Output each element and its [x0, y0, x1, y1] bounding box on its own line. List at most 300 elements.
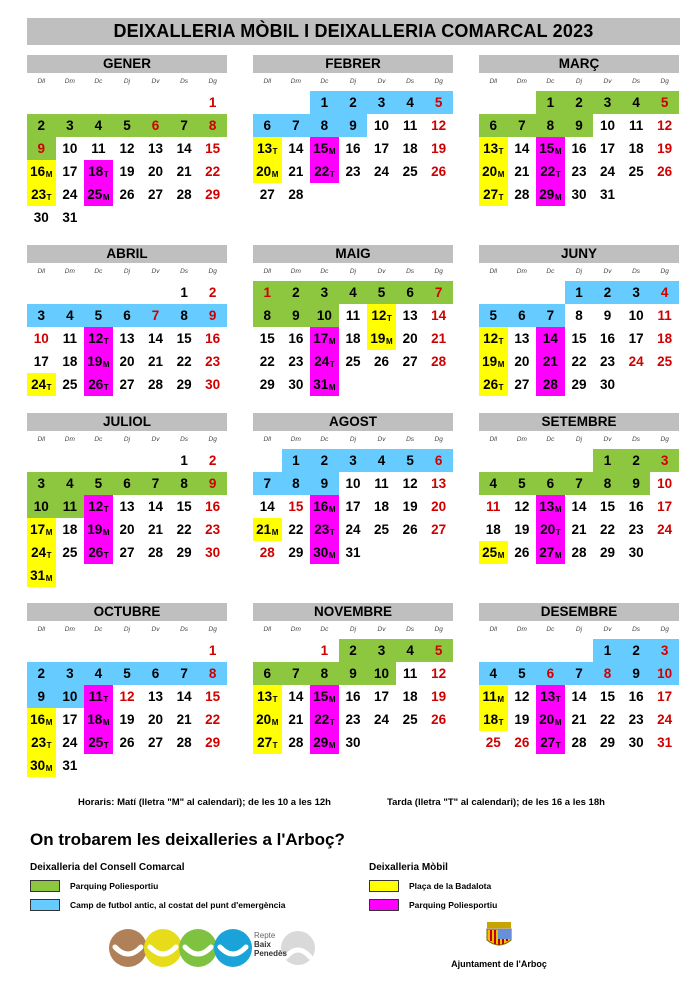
- empty-cell: [141, 91, 170, 114]
- day-cell: 9: [27, 137, 56, 160]
- day-cell: 10: [310, 304, 339, 327]
- weekday-label: Dc: [320, 78, 329, 85]
- empty-cell: [536, 449, 565, 472]
- day-cell: 3: [56, 114, 85, 137]
- day-cell: 10: [657, 476, 673, 491]
- legend-item-blue: [30, 899, 286, 911]
- weekday-label: Dc: [94, 268, 103, 275]
- day-cell: 4: [367, 449, 396, 472]
- weekday-header: [479, 621, 679, 639]
- weekday-label: Ds: [180, 436, 189, 443]
- weekday-label: Dg: [434, 626, 443, 633]
- day-cell: 26: [431, 164, 447, 179]
- day-cell: 5: [113, 114, 142, 137]
- empty-cell: [84, 639, 113, 662]
- weekday-label: Dj: [349, 268, 357, 275]
- legend-label: Parquing Poliesportiu: [409, 900, 498, 910]
- day-cell: 7: [424, 281, 453, 304]
- day-cell: 21: [431, 331, 447, 346]
- shift-tag: M: [102, 193, 110, 202]
- day-cell: 22: [600, 712, 616, 727]
- day-cell: 4: [84, 662, 113, 685]
- day-cell: 20 $_M$: [536, 708, 565, 731]
- day-cell: 2: [282, 281, 311, 304]
- shift-tag: M: [554, 551, 562, 560]
- schedule-afternoon: Tarda (lletra "T" al calendari); de les 16 a les 18h: [387, 797, 605, 808]
- day-cell: 29: [600, 545, 616, 560]
- empty-cell: [56, 281, 85, 304]
- day-cell: 16: [345, 689, 361, 704]
- day-cell: 6: [536, 662, 565, 685]
- day-cell: 10: [62, 141, 78, 156]
- day-cell: 1: [536, 91, 565, 114]
- day-cell: 14: [288, 141, 304, 156]
- day-cell: 11: [628, 118, 644, 133]
- day-cell: 11: [91, 141, 106, 156]
- empty-cell: [479, 281, 508, 304]
- weekday-label: Dv: [603, 436, 612, 443]
- day-cell: 30: [205, 545, 221, 560]
- day-grid: [253, 639, 453, 754]
- day-cell: 1: [310, 91, 339, 114]
- day-cell: 10: [33, 331, 49, 346]
- day-cell: 25: [62, 545, 78, 560]
- day-cell: 13: [148, 141, 164, 156]
- weekday-label: Dm: [516, 268, 527, 275]
- weekday-label: Ds: [406, 78, 415, 85]
- shift-tag: T: [103, 551, 109, 560]
- weekday-label: Dc: [94, 626, 103, 633]
- ajuntament-text: Ajuntament de l'Arboç: [451, 959, 547, 969]
- day-cell: 8: [170, 472, 199, 495]
- day-cell: 20 $_T$: [536, 518, 565, 541]
- weekday-label: Dj: [123, 626, 131, 633]
- ajuntament-logo: [444, 922, 554, 972]
- day-grid: [479, 449, 679, 564]
- day-cell: 22 $_T$: [310, 160, 339, 183]
- day-cell: 13: [514, 331, 530, 346]
- empty-cell: [536, 281, 565, 304]
- shift-tag: M: [102, 718, 110, 727]
- day-cell: 1: [253, 281, 282, 304]
- day-cell: 18: [657, 331, 673, 346]
- weekday-label: Dg: [660, 626, 669, 633]
- day-cell: 12: [119, 141, 135, 156]
- day-grid: [27, 449, 227, 587]
- day-cell: 5: [367, 281, 396, 304]
- day-cell: 26: [657, 164, 673, 179]
- month-name: DESEMBRE: [479, 603, 679, 621]
- day-cell: 14: [176, 141, 192, 156]
- day-cell: 4: [650, 281, 679, 304]
- day-cell: 27: [514, 377, 530, 392]
- empty-cell: [565, 449, 594, 472]
- day-cell: 6: [113, 472, 142, 495]
- day-cell: 31: [600, 187, 616, 202]
- shift-tag: M: [45, 574, 53, 583]
- day-cell: 28: [431, 354, 447, 369]
- day-cell: 14: [571, 689, 587, 704]
- day-cell: 6: [253, 114, 282, 137]
- empty-cell: [27, 449, 56, 472]
- day-cell: 21: [288, 164, 304, 179]
- day-cell: 11: [56, 495, 85, 518]
- shift-tag: M: [554, 193, 562, 202]
- shift-tag: M: [497, 170, 505, 179]
- day-cell: 26 $_T$: [84, 373, 113, 396]
- weekday-header: [479, 73, 679, 91]
- day-cell: 13 $_T$: [253, 685, 282, 708]
- legend-item-yellow: [369, 880, 491, 892]
- day-cell: 8: [593, 662, 622, 685]
- day-cell: 22: [205, 164, 221, 179]
- day-cell: 8: [282, 472, 311, 495]
- day-cell: 9: [198, 304, 227, 327]
- day-cell: 27: [431, 522, 447, 537]
- shift-tag: M: [328, 551, 336, 560]
- shift-tag: T: [498, 383, 504, 392]
- weekday-label: Dv: [603, 268, 612, 275]
- shift-tag: T: [46, 551, 52, 560]
- day-cell: 15: [259, 331, 275, 346]
- legend-label: Plaça de la Badalota: [409, 881, 492, 891]
- day-cell: 6: [479, 114, 508, 137]
- day-cell: 25: [62, 377, 78, 392]
- weekday-label: Dv: [377, 626, 386, 633]
- day-cell: 15: [600, 499, 616, 514]
- day-cell: 4: [479, 662, 508, 685]
- empty-cell: [170, 91, 199, 114]
- weekday-label: Dll: [37, 436, 46, 443]
- day-cell: 25 $_T$: [84, 731, 113, 754]
- day-cell: 19: [119, 712, 135, 727]
- day-cell: 24: [374, 164, 390, 179]
- day-cell: 21: [288, 712, 304, 727]
- day-cell: 14: [431, 308, 447, 323]
- day-cell: 22: [259, 354, 275, 369]
- day-cell: 14: [536, 327, 565, 350]
- day-cell: 1: [593, 449, 622, 472]
- month-name: FEBRER: [253, 55, 453, 73]
- day-cell: 27: [119, 545, 135, 560]
- shift-tag: M: [554, 147, 562, 156]
- day-cell: 29: [259, 377, 275, 392]
- legend-swatch-green: [30, 880, 60, 892]
- day-cell: 19: [514, 522, 530, 537]
- day-cell: 16 $_M$: [310, 495, 339, 518]
- day-cell: 10: [650, 662, 679, 685]
- month-març: [479, 55, 679, 206]
- month-juny: [479, 245, 679, 396]
- day-cell: 8: [310, 662, 339, 685]
- shift-tag: M: [45, 528, 53, 537]
- weekday-label: Dll: [263, 78, 272, 85]
- coat-of-arms-icon: [484, 922, 514, 950]
- shift-tag: M: [328, 741, 336, 750]
- day-grid: [27, 281, 227, 396]
- day-cell: 1: [180, 285, 188, 300]
- month-name: JULIOL: [27, 413, 227, 431]
- month-name: MAIG: [253, 245, 453, 263]
- day-grid: [479, 281, 679, 396]
- day-cell: 29: [600, 735, 616, 750]
- day-cell: 9: [310, 472, 339, 495]
- day-cell: 16: [205, 331, 221, 346]
- day-cell: 20: [119, 354, 135, 369]
- day-cell: 18: [402, 689, 418, 704]
- day-cell: 18: [374, 499, 390, 514]
- day-cell: 16: [571, 141, 587, 156]
- day-cell: 29 $_M$: [310, 731, 339, 754]
- day-cell: 19: [657, 141, 673, 156]
- shift-tag: T: [555, 741, 561, 750]
- weekday-label: Dv: [603, 626, 612, 633]
- day-cell: 15: [205, 689, 221, 704]
- day-cell: 5: [424, 639, 453, 662]
- day-cell: 12 $_T$: [367, 304, 396, 327]
- day-cell: 16: [345, 141, 361, 156]
- day-cell: 8: [198, 662, 227, 685]
- day-cell: 24: [62, 735, 78, 750]
- day-cell: 7: [253, 472, 282, 495]
- day-cell: 11: [402, 118, 418, 133]
- weekday-header: [27, 621, 227, 639]
- weekday-label: Dm: [64, 78, 75, 85]
- weekday-label: Dg: [208, 78, 217, 85]
- day-cell: 31: [62, 210, 78, 225]
- day-cell: 15: [600, 689, 616, 704]
- day-cell: 21: [176, 712, 192, 727]
- day-cell: 30: [628, 735, 644, 750]
- weekday-label: Dv: [377, 268, 386, 275]
- day-cell: 29 $_M$: [536, 183, 565, 206]
- day-cell: 3: [622, 281, 651, 304]
- day-cell: 19 $_M$: [84, 518, 113, 541]
- day-cell: 20 $_M$: [253, 708, 282, 731]
- weekday-label: Dm: [290, 436, 301, 443]
- month-maig: [253, 245, 453, 396]
- day-cell: 30: [345, 735, 361, 750]
- weekday-label: Dm: [290, 268, 301, 275]
- day-cell: 20: [514, 354, 530, 369]
- day-cell: 23: [288, 354, 304, 369]
- empty-cell: [253, 639, 282, 662]
- shift-tag: M: [497, 360, 505, 369]
- day-cell: 30: [600, 377, 616, 392]
- day-cell: 19: [514, 712, 530, 727]
- day-cell: 28: [571, 545, 587, 560]
- day-cell: 31: [62, 758, 78, 773]
- empty-cell: [141, 281, 170, 304]
- shift-tag: T: [386, 314, 392, 323]
- day-cell: 3: [367, 639, 396, 662]
- day-cell: 17: [33, 354, 49, 369]
- page-title: DEIXALLERIA MÒBIL I DEIXALLERIA COMARCAL 2023: [27, 18, 680, 45]
- day-cell: 8: [310, 114, 339, 137]
- day-cell: 8: [253, 304, 282, 327]
- day-cell: 17: [62, 164, 78, 179]
- day-cell: 25: [374, 522, 390, 537]
- day-cell: 18: [402, 141, 418, 156]
- weekday-header: [27, 73, 227, 91]
- day-cell: 4: [479, 472, 508, 495]
- day-cell: 31: [657, 735, 673, 750]
- day-cell: 16: [628, 499, 644, 514]
- day-cell: 2: [339, 91, 368, 114]
- weekday-header: [253, 73, 453, 91]
- legend-label: Camp de futbol antic, al costat del punt d'emergència: [70, 900, 286, 910]
- day-cell: 15: [205, 141, 221, 156]
- day-cell: 17: [374, 141, 390, 156]
- day-cell: 2: [622, 449, 651, 472]
- day-cell: 20 $_M$: [479, 160, 508, 183]
- day-cell: 26 $_T$: [479, 373, 508, 396]
- day-cell: 20: [148, 164, 164, 179]
- day-cell: 18: [62, 522, 78, 537]
- shift-tag: T: [272, 741, 278, 750]
- empty-cell: [508, 449, 537, 472]
- shift-tag: M: [328, 147, 336, 156]
- shift-tag: T: [498, 718, 504, 727]
- weekday-label: Dg: [434, 436, 443, 443]
- weekday-label: Dv: [377, 436, 386, 443]
- day-cell: 18 $_T$: [479, 708, 508, 731]
- weekday-label: Ds: [632, 626, 641, 633]
- day-cell: 2: [27, 662, 56, 685]
- day-cell: 21: [571, 522, 587, 537]
- month-name: MARÇ: [479, 55, 679, 73]
- empty-cell: [56, 639, 85, 662]
- weekday-label: Dg: [660, 78, 669, 85]
- day-cell: 1: [208, 643, 217, 658]
- day-cell: 1: [565, 281, 594, 304]
- shift-tag: M: [102, 360, 110, 369]
- day-cell: 9: [27, 685, 56, 708]
- day-cell: 23 $_T$: [310, 518, 339, 541]
- weekday-label: Dv: [151, 78, 160, 85]
- empty-cell: [27, 639, 56, 662]
- day-cell: 21: [148, 354, 164, 369]
- shift-tag: M: [328, 695, 336, 704]
- shift-tag: M: [328, 505, 336, 514]
- day-cell: 12: [657, 118, 673, 133]
- month-abril: [27, 245, 227, 396]
- day-cell: 11: [374, 476, 389, 491]
- day-cell: 23: [571, 164, 587, 179]
- weekday-label: Dc: [94, 436, 103, 443]
- day-cell: 3: [367, 91, 396, 114]
- day-cell: 1: [208, 95, 217, 110]
- shift-tag: T: [103, 170, 109, 179]
- day-cell: 21: [536, 350, 565, 373]
- weekday-label: Dj: [575, 626, 583, 633]
- day-cell: 6: [141, 662, 170, 685]
- day-cell: 14: [148, 499, 164, 514]
- day-cell: 19: [119, 164, 135, 179]
- day-cell: 16 $_M$: [27, 160, 56, 183]
- weekday-header: [479, 431, 679, 449]
- weekday-label: Dm: [64, 626, 75, 633]
- day-cell: 26: [431, 712, 447, 727]
- day-cell: 20 $_M$: [253, 160, 282, 183]
- weekday-label: Dv: [151, 268, 160, 275]
- weekday-label: Dc: [320, 626, 329, 633]
- day-cell: 2: [208, 285, 217, 300]
- month-name: NOVEMBRE: [253, 603, 453, 621]
- weekday-label: Ds: [180, 268, 189, 275]
- day-cell: 23 $_T$: [27, 731, 56, 754]
- day-cell: 23: [345, 164, 361, 179]
- empty-cell: [508, 91, 537, 114]
- day-cell: 1: [282, 449, 311, 472]
- day-cell: 3: [593, 91, 622, 114]
- day-cell: 12: [119, 689, 135, 704]
- weekday-label: Dm: [290, 626, 301, 633]
- day-cell: 9: [565, 114, 594, 137]
- weekday-label: Dc: [320, 436, 329, 443]
- day-cell: 20: [119, 522, 135, 537]
- day-cell: 5: [113, 662, 142, 685]
- day-cell: 2: [565, 91, 594, 114]
- weekday-label: Dj: [575, 268, 583, 275]
- day-cell: 14: [288, 689, 304, 704]
- day-cell: 17: [374, 689, 390, 704]
- day-cell: 9: [603, 308, 612, 323]
- empty-cell: [141, 449, 170, 472]
- locations-question: On trobarem les deixalleries a l'Arboç?: [30, 830, 345, 849]
- empty-cell: [282, 639, 311, 662]
- day-cell: 5: [508, 662, 537, 685]
- day-cell: 9: [339, 662, 368, 685]
- month-name: OCTUBRE: [27, 603, 227, 621]
- empty-cell: [113, 449, 142, 472]
- day-grid: [253, 91, 453, 206]
- day-cell: 11 $_T$: [84, 685, 113, 708]
- day-cell: 27 $_T$: [536, 731, 565, 754]
- day-cell: 12 $_T$: [84, 327, 113, 350]
- weekday-label: Ds: [406, 436, 415, 443]
- day-cell: 29: [205, 735, 221, 750]
- weekday-label: Dm: [64, 268, 75, 275]
- day-cell: 15: [176, 499, 192, 514]
- day-cell: 3: [310, 281, 339, 304]
- day-grid: [253, 281, 453, 396]
- day-cell: 21: [514, 164, 530, 179]
- weekday-label: Dll: [263, 268, 272, 275]
- weekday-label: Dll: [489, 626, 498, 633]
- day-cell: 28: [148, 545, 164, 560]
- day-cell: 5: [650, 91, 679, 114]
- shift-tag: T: [103, 383, 109, 392]
- shift-tag: M: [497, 551, 505, 560]
- day-cell: 13 $_M$: [536, 495, 565, 518]
- day-cell: 11 $_M$: [479, 685, 508, 708]
- legend-item-magenta: [369, 899, 497, 911]
- day-cell: 29: [176, 377, 192, 392]
- legend-comarcal-title: Deixalleria del Consell Comarcal: [30, 862, 185, 873]
- day-cell: 23: [600, 354, 616, 369]
- day-cell: 25: [402, 164, 418, 179]
- month-gener: [27, 55, 227, 229]
- day-cell: 4: [622, 91, 651, 114]
- day-cell: 23: [205, 354, 221, 369]
- day-cell: 24: [657, 522, 673, 537]
- weekday-label: Dg: [208, 268, 217, 275]
- weekday-label: Dll: [489, 268, 498, 275]
- day-cell: 10: [27, 495, 56, 518]
- weekday-label: Ds: [406, 268, 415, 275]
- weekday-header: [479, 263, 679, 281]
